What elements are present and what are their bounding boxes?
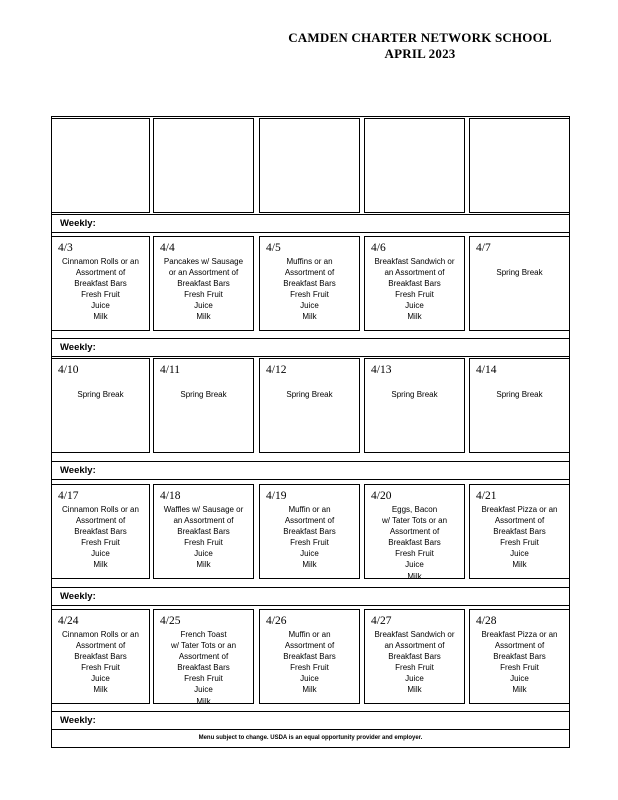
menu-line: Milk [512, 685, 527, 695]
menu-line: Fresh Fruit [395, 290, 434, 300]
day-date: 4/11 [160, 364, 181, 376]
menu-line: Milk [196, 696, 211, 706]
menu-line [367, 378, 462, 389]
menu-line: Fresh Fruit [500, 538, 539, 548]
menu-line: Assortment of [284, 516, 335, 526]
day-menu [367, 504, 462, 582]
day-menu [54, 378, 147, 400]
day-menu [262, 504, 357, 571]
day-menu [472, 256, 567, 278]
menu-line: Juice [300, 674, 319, 684]
day-menu [156, 629, 251, 707]
day-cell [153, 358, 254, 453]
menu-line: Fresh Fruit [290, 663, 329, 673]
menu-line: Juice [300, 301, 319, 311]
menu-line: Breakfast Bars [388, 652, 441, 662]
day-date: 4/6 [371, 242, 386, 254]
day-menu [156, 378, 251, 400]
menu-line: Breakfast Bars [74, 527, 127, 537]
menu-line: Breakfast Sandwich or [374, 630, 455, 639]
day-menu [472, 504, 567, 571]
day-date: 4/3 [58, 242, 73, 254]
footer-notice: Menu subject to change. USDA is an equal opportunity provider and employer. [51, 729, 570, 748]
menu-line: an Assortment of [384, 641, 445, 651]
menu-line: Breakfast Pizza or an [481, 505, 558, 514]
menu-line: Breakfast Bars [388, 279, 441, 289]
menu-line: Milk [196, 560, 211, 570]
day-cell [153, 118, 254, 213]
menu-line: Fresh Fruit [184, 674, 223, 684]
menu-line: Pancakes w/ Sausage [163, 257, 244, 266]
menu-line: Milk [302, 685, 317, 695]
menu-line: Milk [512, 560, 527, 570]
menu-line: w/ Tater Tots or an [170, 641, 237, 651]
menu-line: Juice [194, 685, 213, 695]
menu-line: Assortment of [75, 268, 126, 278]
day-cell [153, 484, 254, 579]
weekly-row: Weekly: [51, 587, 570, 606]
menu-line [156, 378, 251, 389]
menu-line: Juice [91, 301, 110, 311]
menu-line: Spring Break [180, 390, 227, 400]
day-date: 4/4 [160, 242, 175, 254]
day-menu [156, 504, 251, 571]
day-menu [54, 504, 147, 571]
menu-line: Milk [93, 560, 108, 570]
day-cell [469, 236, 570, 331]
day-date: 4/13 [371, 364, 392, 376]
menu-line: Spring Break [391, 390, 438, 400]
weekly-row: Weekly: [51, 214, 570, 233]
menu-line: Milk [302, 312, 317, 322]
day-cell [364, 118, 465, 213]
day-menu [367, 629, 462, 696]
menu-line: an Assortment of [384, 268, 445, 278]
menu-line: Fresh Fruit [81, 538, 120, 548]
day-cell [364, 358, 465, 453]
menu-line: Breakfast Bars [493, 527, 546, 537]
menu-line: w/ Tater Tots or an [381, 516, 448, 526]
menu-line: Juice [300, 549, 319, 559]
day-date: 4/28 [476, 615, 497, 627]
menu-line: Breakfast Bars [177, 663, 230, 673]
menu-line: or an Assortment of [168, 268, 239, 278]
menu-line: Fresh Fruit [290, 538, 329, 548]
menu-line: Assortment of [75, 516, 126, 526]
page-header [250, 30, 590, 62]
day-date: 4/17 [58, 490, 79, 502]
menu-line: Milk [407, 685, 422, 695]
weekly-row: Weekly: [51, 338, 570, 357]
school-name: CAMDEN CHARTER NETWORK SCHOOL [288, 30, 552, 45]
menu-line: Spring Break [77, 390, 124, 400]
day-menu [156, 256, 251, 323]
day-date: 4/24 [58, 615, 79, 627]
menu-line: Eggs, Bacon [391, 505, 438, 514]
menu-line: Breakfast Sandwich or [374, 257, 455, 266]
menu-line: Breakfast Bars [283, 652, 336, 662]
menu-line: Fresh Fruit [184, 538, 223, 548]
menu-line: Milk [196, 312, 211, 322]
day-date: 4/25 [160, 615, 181, 627]
day-menu [367, 256, 462, 323]
day-date: 4/5 [266, 242, 281, 254]
menu-line: Juice [510, 674, 529, 684]
menu-line [472, 256, 567, 267]
menu-line [472, 378, 567, 389]
weekly-row: Weekly: [51, 711, 570, 730]
menu-line: Fresh Fruit [395, 549, 434, 559]
day-cell [469, 609, 570, 704]
menu-line: Juice [194, 549, 213, 559]
menu-line: Cinnamon Rolls or an [62, 630, 139, 639]
day-cell [259, 236, 360, 331]
day-menu [54, 629, 147, 696]
menu-line: Muffins or an [286, 257, 333, 266]
day-date: 4/20 [371, 490, 392, 502]
menu-line: Cinnamon Rolls or an [62, 505, 139, 514]
menu-line: Spring Break [286, 390, 333, 400]
day-cell [469, 484, 570, 579]
day-menu [262, 629, 357, 696]
day-date: 4/26 [266, 615, 287, 627]
menu-line: an Assortment of [173, 516, 234, 526]
menu-line: Juice [194, 301, 213, 311]
menu-line: Milk [302, 560, 317, 570]
day-cell [51, 484, 150, 579]
menu-line: Cinnamon Rolls or an [62, 257, 139, 266]
menu-line: Breakfast Bars [493, 652, 546, 662]
menu-line: Milk [407, 571, 422, 581]
day-date: 4/18 [160, 490, 181, 502]
menu-line: Muffin or an [288, 505, 331, 514]
menu-line: Assortment of [284, 268, 335, 278]
menu-line: Assortment of [284, 641, 335, 651]
menu-line: Assortment of [494, 641, 545, 651]
day-cell [259, 609, 360, 704]
menu-line [262, 378, 357, 389]
day-menu [367, 378, 462, 400]
day-menu [472, 629, 567, 696]
day-date: 4/21 [476, 490, 497, 502]
day-cell [51, 609, 150, 704]
day-menu [262, 378, 357, 400]
menu-line: Breakfast Bars [74, 652, 127, 662]
menu-line: Fresh Fruit [395, 663, 434, 673]
day-menu [262, 256, 357, 323]
menu-line: Milk [407, 312, 422, 322]
menu-line: Fresh Fruit [184, 290, 223, 300]
day-date: 4/27 [371, 615, 392, 627]
day-date: 4/12 [266, 364, 287, 376]
menu-line: Assortment of [75, 641, 126, 651]
menu-line: Fresh Fruit [500, 663, 539, 673]
day-menu [54, 256, 147, 323]
day-date: 4/10 [58, 364, 79, 376]
day-cell [153, 609, 254, 704]
day-date: 4/7 [476, 242, 491, 254]
menu-line: Milk [93, 312, 108, 322]
day-cell [469, 358, 570, 453]
day-cell [259, 118, 360, 213]
day-cell [364, 484, 465, 579]
menu-line: Juice [405, 301, 424, 311]
day-date: 4/14 [476, 364, 497, 376]
menu-line: Assortment of [494, 516, 545, 526]
menu-line: Juice [405, 674, 424, 684]
menu-line: Breakfast Bars [283, 527, 336, 537]
day-date: 4/19 [266, 490, 287, 502]
menu-line: Breakfast Bars [177, 279, 230, 289]
day-cell [469, 118, 570, 213]
menu-line [54, 378, 147, 389]
day-cell [259, 484, 360, 579]
day-cell [51, 358, 150, 453]
menu-line: Waffles w/ Sausage or [163, 505, 244, 514]
menu-line: Breakfast Bars [283, 279, 336, 289]
menu-line: Spring Break [496, 268, 543, 278]
menu-line: Breakfast Pizza or an [481, 630, 558, 639]
menu-line: Breakfast Bars [74, 279, 127, 289]
menu-line: Fresh Fruit [81, 290, 120, 300]
day-cell [51, 236, 150, 331]
menu-line: Assortment of [389, 527, 440, 537]
menu-line: Milk [93, 685, 108, 695]
menu-line: Juice [405, 560, 424, 570]
menu-line: Juice [91, 674, 110, 684]
menu-line: Fresh Fruit [81, 663, 120, 673]
day-menu [472, 378, 567, 400]
menu-line: Assortment of [178, 652, 229, 662]
menu-line: Muffin or an [288, 630, 331, 639]
day-cell [51, 118, 150, 213]
day-cell [364, 236, 465, 331]
month-title: APRIL 2023 [384, 46, 456, 61]
menu-line: Fresh Fruit [290, 290, 329, 300]
menu-line: Breakfast Bars [177, 527, 230, 537]
day-cell [153, 236, 254, 331]
day-cell [259, 358, 360, 453]
day-cell [364, 609, 465, 704]
menu-line: French Toast [180, 630, 227, 639]
menu-line: Breakfast Bars [388, 538, 441, 548]
menu-line: Spring Break [496, 390, 543, 400]
menu-line: Juice [510, 549, 529, 559]
weekly-row: Weekly: [51, 461, 570, 480]
menu-line: Juice [91, 549, 110, 559]
